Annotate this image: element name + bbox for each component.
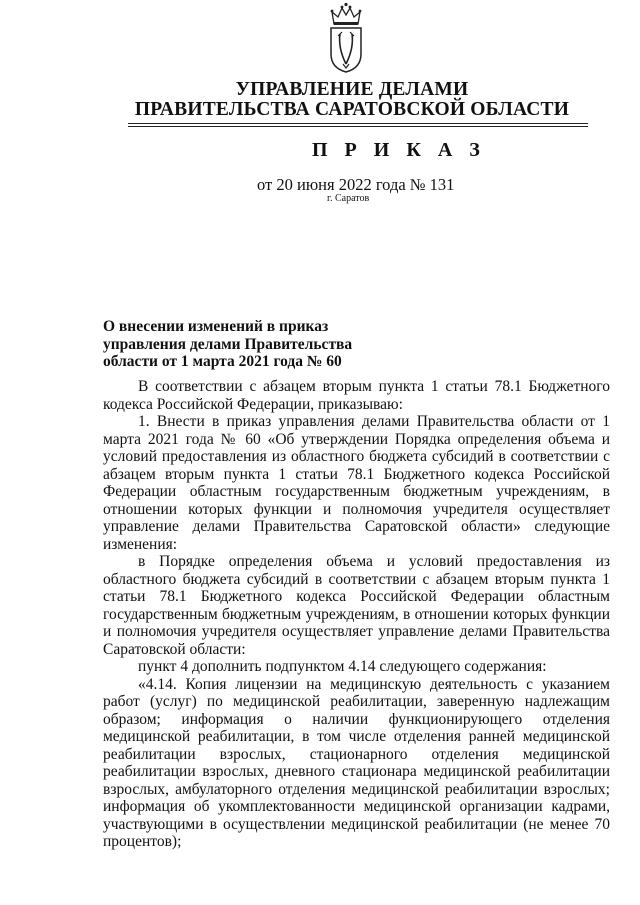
body-paragraph: в Порядке определения объема и условий предоставления из областного бюджета субсидий в соответствии с абзацем вторым пункта 1 статьи 78.1 Бюджетного кодекса Российской Федерации областным государственным бюджетным учреждениям, в отношении которых функции и полномочия учредителя осуществляет управление делами Правительства Саратовской области: — [103, 553, 610, 658]
coat-of-arms-icon — [326, 2, 366, 74]
subject-line: О внесении изменений в приказ — [103, 318, 329, 335]
header-divider-secondary — [128, 126, 588, 127]
document-type-title: П Р И К А З — [312, 139, 486, 161]
subject-line: области от 1 марта 2021 года № 60 — [103, 353, 342, 370]
order-subject — [103, 318, 352, 371]
order-date-number: от 20 июня 2022 года № 131 — [257, 175, 455, 194]
body-paragraph: В соответствии с абзацем вторым пункта 1 статьи 78.1 Бюджетного кодекса Российской Федерации, приказываю: — [103, 378, 610, 413]
organization-name-line1: УПРАВЛЕНИЕ ДЕЛАМИ — [235, 79, 469, 100]
subject-line: управления делами Правительства — [103, 335, 353, 353]
order-body — [103, 378, 610, 851]
body-paragraph: пункт 4 дополнить подпунктом 4.14 следующего содержания: — [138, 658, 547, 675]
issue-city: г. Саратов — [327, 193, 370, 204]
body-paragraph: «4.14. Копия лицензии на медицинскую деятельность с указанием работ (услуг) по медицинской реабилитации, заверенную надлежащим образом; информация о наличии функционирующего отделения медицинской реабилитации, в том числе отделения ранней медицинской реабилитации взрослых, стационарного отделения медицинской реабилитации взрослых, дневного стационара медицинской реабилитации взрослых, амбулаторного отделения медицинской реабилитации взрослых; информация об укомплектованности медицинской организации кадрами, участвующими в осуществлении медицинской реабилитации (не менее 70 процентов); — [103, 675, 610, 850]
organization-name-line2: ПРАВИТЕЛЬСТВА САРАТОВСКОЙ ОБЛАСТИ — [134, 99, 570, 120]
body-paragraph: 1. Внести в приказ управления делами Правительства области от 1 марта 2021 года № 60 «Об утверждении Порядка определения объема и условий предоставления из областного бюджета субсидий в соответствии с абзацем вторым пункта 1 статьи 78.1 Бюджетного кодекса Российской Федерации областным государственным бюджетным учреждениям, в отношении которых функции и полномочия учредителя осуществляет управление делами Правительства Саратовской области» следующие изменения: — [103, 413, 610, 553]
header-divider — [128, 123, 588, 124]
